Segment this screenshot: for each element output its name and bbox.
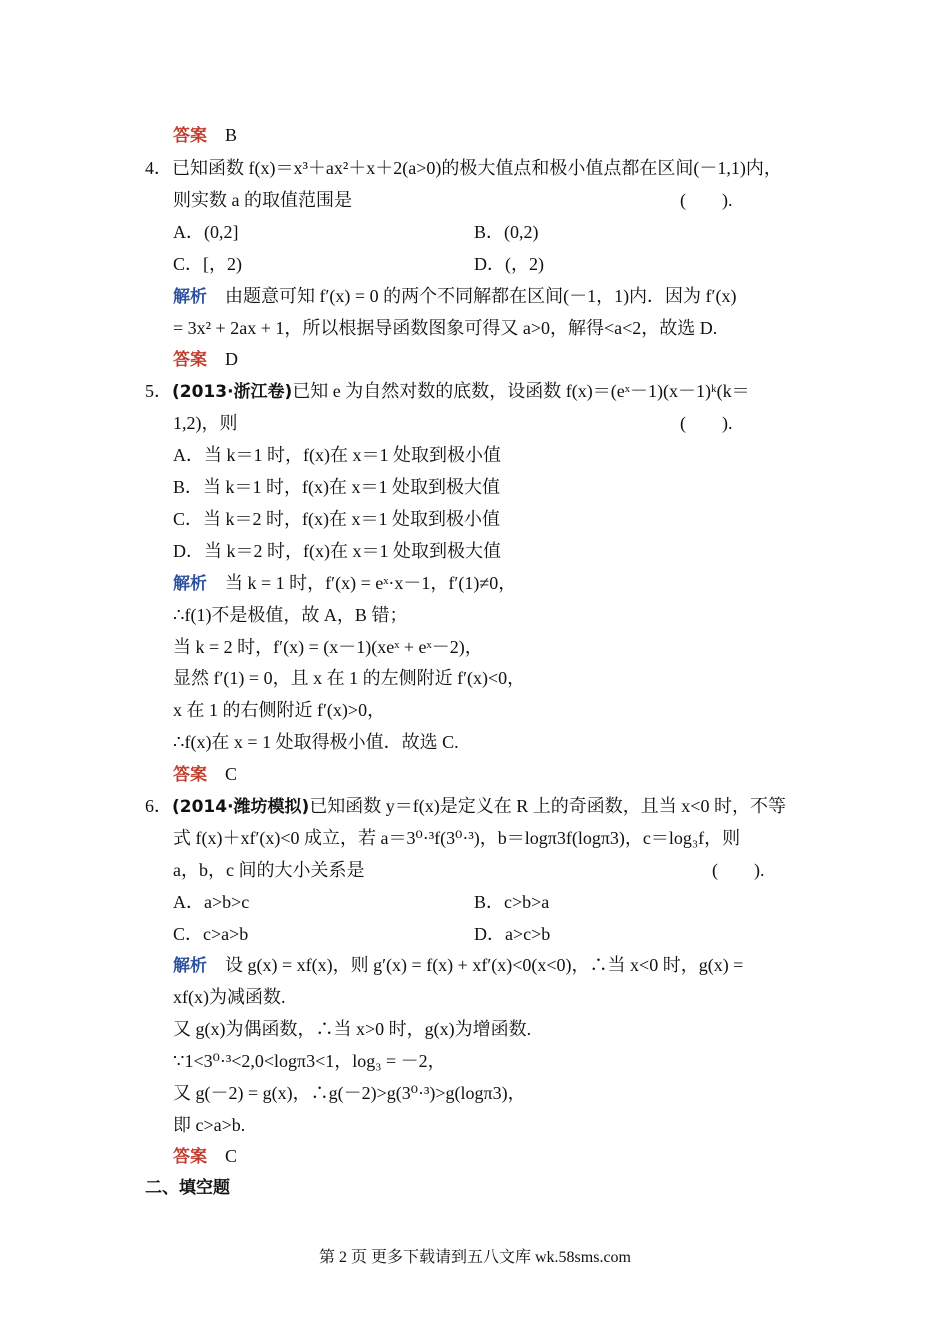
q5-option-b: B．当 k＝1 时，f(x)在 x＝1 处取到极大值 [173,477,500,497]
q6-stem-2: 式 f(x)＋xf′(x)<0 成立，若 a＝3⁰·³f(3⁰·³)，b＝logπ3f(logπ3)，c＝log₃f，则 [173,828,741,848]
q5-source: (2013·浙江卷) [172,382,293,402]
q5-option-d: D．当 k＝2 时，f(x)在 x＝1 处取到极大值 [173,541,501,561]
q4-number: 4． [145,158,172,178]
q5-option-a: A．当 k＝1 时，f(x)在 x＝1 处取到极小值 [173,445,501,465]
q5-option-c: C．当 k＝2 时，f(x)在 x＝1 处取到极小值 [173,509,500,529]
solution-text: 由题意可知 f′(x) = 0 的两个不同解都在区间(－1，1)内．因为 f′(x) [225,286,737,306]
answer-label: 答案 [173,126,207,146]
q5-paren: ( ). [680,413,733,433]
q5-number: 5． [145,381,172,401]
q6-solution-4: ∵1<3⁰·³<2,0<logπ3<1，log₃ = －2， [173,1051,446,1071]
answer-5 [173,762,237,787]
q6-stem-3: a，b，c 间的大小关系是 [173,860,365,880]
q6-solution-6: 即 c>a>b. [173,1115,246,1135]
q5-solution-6: ∴f(x)在 x = 1 处取得极小值．故选 C. [173,732,459,752]
q5-line1 [145,379,750,404]
solution-label: 解析 [173,287,207,307]
q6-option-b: B．c>b>a [474,892,550,912]
q4-solution-2: = 3x² + 2ax + 1，所以根据导函数图象可得又 a>0，解得<a<2，故选 D. [173,318,718,338]
q6-number: 6． [145,796,172,816]
q6-stem-1: 已知函数 y＝f(x)是定义在 R 上的奇函数，且当 x<0 时，不等 [309,796,786,816]
solution-label: 解析 [173,574,207,594]
solution-label: 解析 [173,956,207,976]
answer-value: D [225,349,238,369]
q5-stem-2: 1,2)，则 [173,413,238,433]
answer-3 [173,123,237,148]
q4-paren: ( ). [680,190,733,210]
q5-stem-1: 已知 e 为自然对数的底数，设函数 f(x)＝(eˣ－1)(x－1)ᵏ(k＝ [292,381,750,401]
q5-solution-3: 当 k = 2 时，f′(x) = (x－1)(xeˣ + eˣ－2)， [173,637,483,657]
q6-solution-3: 又 g(x)为偶函数，∴当 x>0 时，g(x)为增函数. [173,1019,532,1039]
answer-label: 答案 [173,350,207,370]
q6-solution-2: xf(x)为减函数. [173,987,286,1007]
answer-value: B [225,125,238,145]
answer-label: 答案 [173,1147,207,1167]
answer-value: C [225,1146,238,1166]
q4-option-c: C．[，2) [173,254,242,274]
q5-solution-4: 显然 f′(1) = 0，且 x 在 1 的左侧附近 f′(x)<0， [173,668,526,688]
solution-text: 当 k = 1 时，f′(x) = eˣ·x－1，f′(1)≠0， [225,573,517,593]
answer-6 [173,1144,237,1169]
q5-solution-2: ∴f(1)不是极值，故 A，B 错； [173,605,408,625]
answer-4 [173,347,238,372]
q4-option-d: D．(，2) [474,254,544,274]
q6-source: (2014·潍坊模拟) [172,797,310,817]
q6-option-a: A．a>b>c [173,892,250,912]
q6-paren: ( ). [712,860,765,880]
answer-label: 答案 [173,765,207,785]
q4-solution-1 [173,284,736,309]
page-footer: 第 2 页 更多下载请到五八文库 wk.58sms.com [318,1249,631,1266]
q6-solution-1 [173,953,743,978]
q4-stem-1: 已知函数 f(x)＝x³＋ax²＋x＋2(a>0)的极大值点和极小值点都在区间(－1,1)内， [172,158,782,178]
q6-option-d: D．a>c>b [474,924,551,944]
q4-option-a: A．(0,2] [173,222,239,242]
section-heading: 二、填空题 [145,1178,230,1198]
answer-value: C [225,764,238,784]
q4-option-b: B．(0,2) [474,222,539,242]
q5-solution-1 [173,571,516,596]
q6-solution-5: 又 g(－2) = g(x)，∴g(－2)>g(3⁰·³)>g(logπ3)， [173,1083,526,1103]
q5-solution-5: x 在 1 的右侧附近 f′(x)>0， [173,700,386,720]
solution-text: 设 g(x) = xf(x)，则 g′(x) = f(x) + xf′(x)<0(x<0)，∴当 x<0 时，g(x) = [225,955,744,975]
q6-option-c: C．c>a>b [173,924,249,944]
q6-line1 [145,794,786,819]
q4-stem-2: 则实数 a 的取值范围是 [173,190,352,210]
q4-line1 [145,156,782,180]
